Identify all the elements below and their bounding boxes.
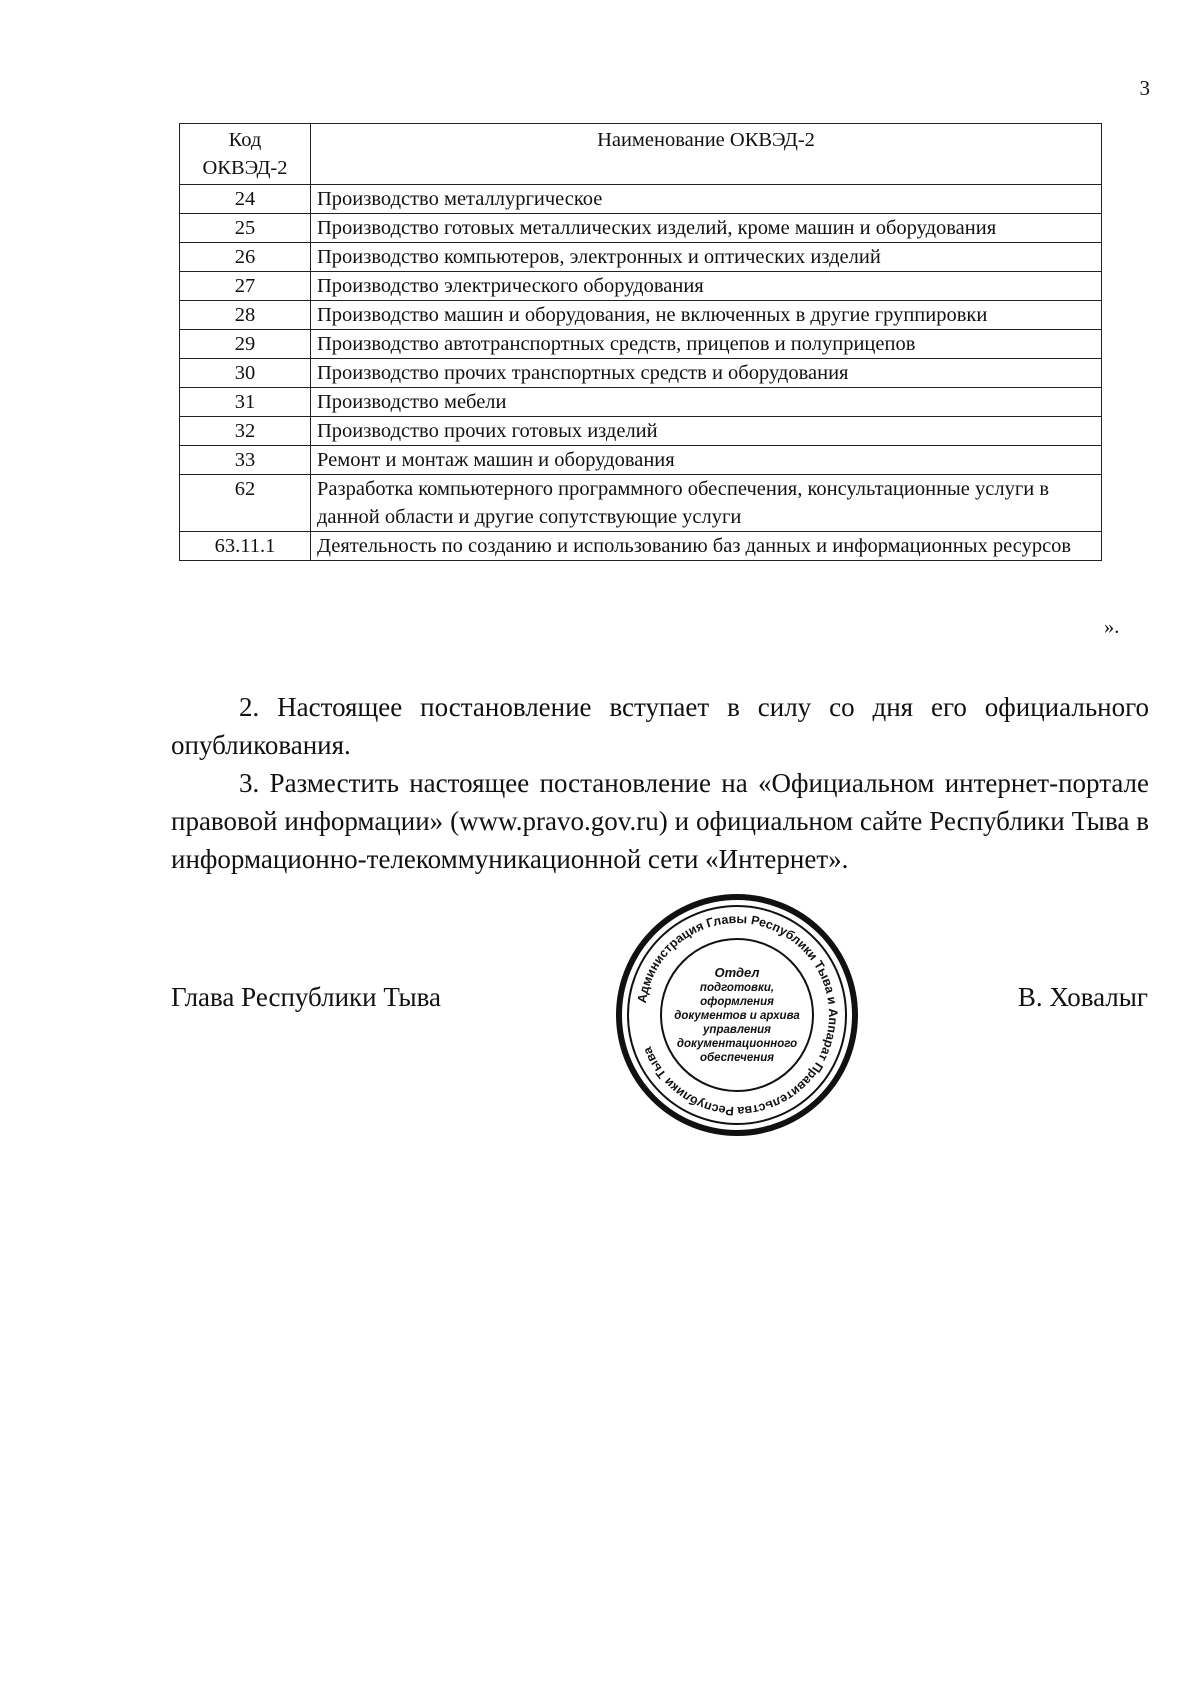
table-row [180, 243, 1102, 272]
okved-name-cell: Производство автотранспортных средств, прицепов и полуприцепов [311, 330, 1102, 359]
seal-center-line: Отдел [714, 965, 760, 980]
okved-code-cell: 63.11.1 [180, 532, 311, 561]
table-row [180, 301, 1102, 330]
seal-center-text [674, 965, 800, 1064]
signatory-name: В. Ховалыг [1017, 982, 1148, 1012]
table-row [180, 359, 1102, 388]
table-row [180, 417, 1102, 446]
okved-code-cell: 26 [180, 243, 311, 272]
seal-center-line: документационного [676, 1038, 798, 1050]
seal-center-line: оформления [700, 996, 774, 1008]
table-header-row [180, 124, 1102, 185]
okved-name-cell: Производство компьютеров, электронных и оптических изделий [311, 243, 1102, 272]
table-row [180, 388, 1102, 417]
okved-code-cell: 30 [180, 359, 311, 388]
seal-center-line: обеспечения [699, 1052, 775, 1064]
okved-name-cell: Ремонт и монтаж машин и оборудования [311, 446, 1102, 475]
okved-name-cell: Производство прочих транспортных средств и оборудования [311, 359, 1102, 388]
table-row [180, 475, 1102, 532]
okved-code-cell: 33 [180, 446, 311, 475]
signatory-title: Глава Республики Тыва [171, 982, 442, 1012]
okved-code-cell: 31 [180, 388, 311, 417]
okved-code-cell: 28 [180, 301, 311, 330]
okved-name-cell: Деятельность по созданию и использованию баз данных и информационных ресурсов [311, 532, 1102, 561]
okved-code-cell: 32 [180, 417, 311, 446]
seal-ring-text: Администрация Главы Республики Тыва и Аппарат Правительства Республики Тыва [634, 911, 841, 1119]
seal-center-line: документов и архива [674, 1010, 800, 1022]
okved-table [179, 123, 1102, 561]
table-row [180, 532, 1102, 561]
table-row [180, 185, 1102, 214]
table-row [180, 446, 1102, 475]
okved-name-cell: Производство электрического оборудования [311, 272, 1102, 301]
table-row [180, 330, 1102, 359]
okved-code-cell: 62 [180, 475, 311, 532]
seal-center-line: подготовки, [699, 982, 775, 994]
table-row [180, 214, 1102, 243]
okved-name-cell: Производство машин и оборудования, не включенных в другие группировки [311, 301, 1102, 330]
paragraph-3: 3. Разместить настоящее постановление на «Официальном интернет-портале правовой информации» (www.pravo.gov.ru) и официальном сайте Республики Тыва в информационно-телекоммуникационной сети «Интернет». [171, 768, 1149, 874]
okved-code-cell: 25 [180, 214, 311, 243]
seal-center-line: управления [703, 1024, 771, 1036]
okved-name-cell: Разработка компьютерного программного обеспечения, консультационные услуги в данной области и другие сопутствующие услуги [311, 475, 1102, 532]
okved-code-cell: 24 [180, 185, 311, 214]
official-seal [612, 890, 862, 1140]
page-number: 3 [1139, 76, 1150, 100]
closing-quote: ». [1104, 616, 1120, 638]
okved-code-cell: 29 [180, 330, 311, 359]
okved-name-cell: Производство металлургическое [311, 185, 1102, 214]
paragraph-2: 2. Настоящее постановление вступает в силу со дня его официального опубликования. [171, 692, 1149, 760]
header-name: Наименование ОКВЭД-2 [311, 124, 1102, 185]
table-row [180, 272, 1102, 301]
okved-code-cell: 27 [180, 272, 311, 301]
header-code: Код ОКВЭД-2 [180, 124, 311, 185]
okved-name-cell: Производство мебели [311, 388, 1102, 417]
okved-table-body [180, 185, 1102, 561]
okved-name-cell: Производство прочих готовых изделий [311, 417, 1102, 446]
okved-name-cell: Производство готовых металлических изделий, кроме машин и оборудования [311, 214, 1102, 243]
